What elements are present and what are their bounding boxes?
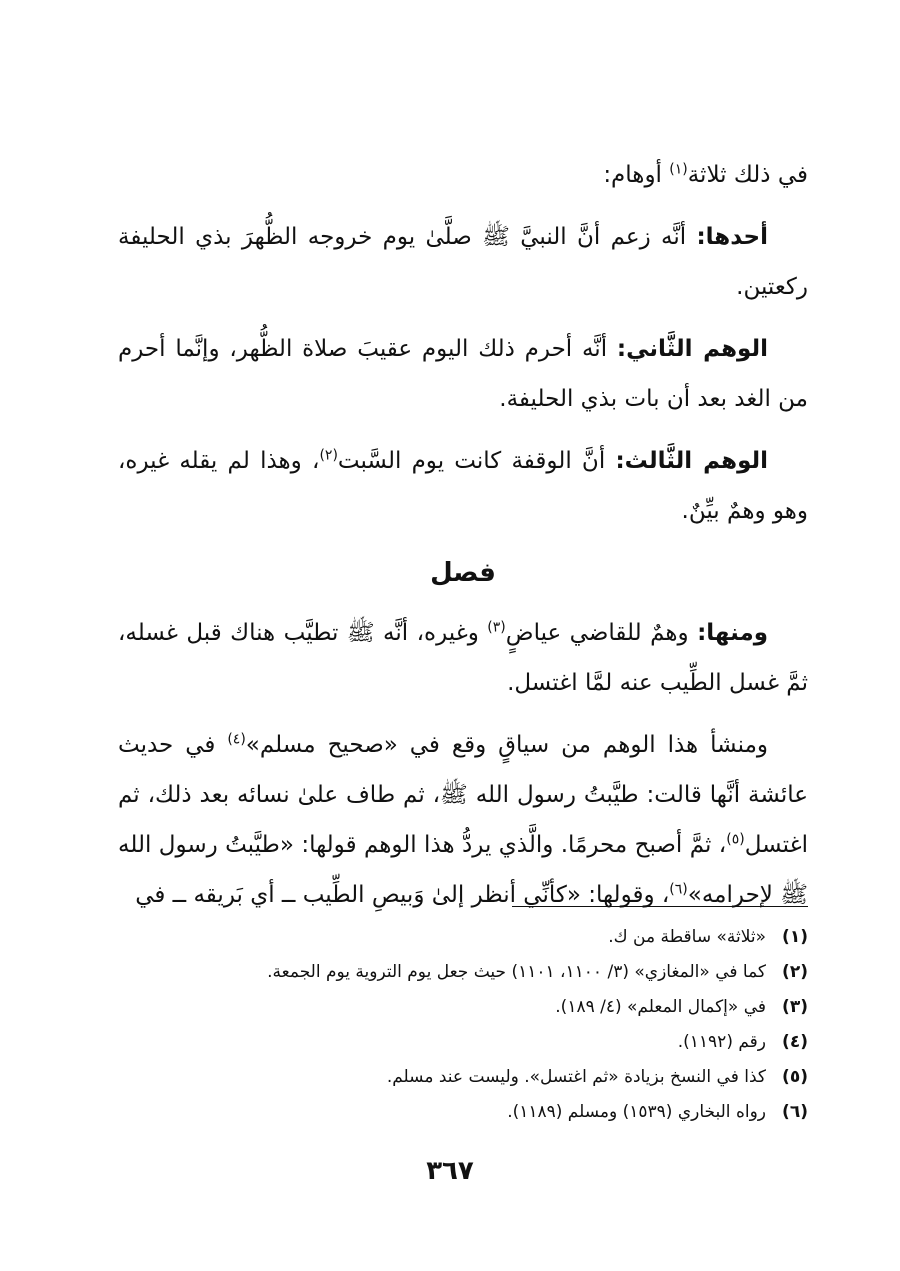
paragraph-qadi-iyad xyxy=(118,608,808,708)
paragraph-lead: أحدها: xyxy=(696,224,768,250)
footnote-item xyxy=(118,990,808,1025)
paragraph-text: في حديث عائشة أنَّها قالت: طيَّبتُ رسول الله ﷺ، ثم طاف علىٰ نسائه بعد ذلك، ثم اغتسل xyxy=(118,732,808,858)
paragraph-text: ، ثمَّ أصبح محرمًا. والَّذي يردُّ هذا الوهم قولها: «طيَّبتُ رسول الله ﷺ لإحرامه» xyxy=(118,832,808,908)
footnote-ref-6[interactable]: (٦) xyxy=(669,881,688,898)
footnote-number: (٥) xyxy=(782,1067,808,1087)
paragraph-text: أنَّه زعم أنَّ النبيَّ ﷺ صلَّىٰ يوم خروجه الظُّهرَ بذي الحليفة ركعتين. xyxy=(118,224,808,300)
footnote-number: (٦) xyxy=(782,1102,808,1122)
paragraph-origin-of-error xyxy=(118,720,808,920)
footnotes-list xyxy=(118,920,808,1130)
intro-paragraph xyxy=(118,150,808,200)
footnote-item xyxy=(118,1060,808,1095)
paragraph-text: ومنشأ هذا الوهم من سياقٍ وقع في «صحيح مسلم» xyxy=(245,732,768,758)
footnote-item xyxy=(118,1025,808,1060)
intro-text-end: أوهام: xyxy=(603,162,670,188)
footnote-ref-1[interactable]: (١) xyxy=(669,161,688,178)
footnote-item xyxy=(118,955,808,990)
footnote-ref-4[interactable]: (٤) xyxy=(227,731,246,748)
footnote-text: رواه البخاري (١٥٣٩) ومسلم (١١٨٩). xyxy=(507,1102,766,1122)
paragraph-text-end: ، وهذا لم يقله غيره، وهو وهمٌ بيِّنٌ. xyxy=(118,448,808,524)
footnote-text: كذا في النسخ بزيادة «ثم اغتسل». وليست عند مسلم. xyxy=(386,1067,766,1087)
footnote-divider xyxy=(512,906,808,907)
paragraph-second-error xyxy=(118,324,808,424)
paragraph-lead: ومنها: xyxy=(697,620,769,646)
footnote-ref-5[interactable]: (٥) xyxy=(726,831,745,848)
footnote-text: كما في «المغازي» (٣/ ١١٠٠، ١١٠١) حيث جعل يوم التروية يوم الجمعة. xyxy=(267,962,766,982)
footnote-text: في «إكمال المعلم» (٤/ ١٨٩). xyxy=(555,997,766,1017)
paragraph-third-error xyxy=(118,436,808,536)
paragraph-text: وهمٌ للقاضي عياضٍ xyxy=(505,620,698,646)
section-heading: فصل xyxy=(430,558,496,588)
footnote-item xyxy=(118,920,808,955)
footnote-text: «ثلاثة» ساقطة من ك. xyxy=(608,927,766,947)
paragraph-text: ، وقولها: «كأنِّي أنظر إلىٰ وَبيصِ الطِّيب ــ أي بَريقه ــ في xyxy=(135,882,670,908)
paragraph-lead: الوهم الثَّاني: xyxy=(616,336,768,362)
intro-text: في ذلك ثلاثة xyxy=(687,162,808,188)
footnote-number: (٣) xyxy=(782,997,808,1017)
paragraph-text: أنَّه أحرم ذلك اليوم عقيبَ صلاة الظُّهر، وإنَّما أحرم من الغد بعد أن بات بذي الحليفة. xyxy=(118,336,808,412)
footnote-number: (٤) xyxy=(782,1032,808,1052)
footnote-text: رقم (١١٩٢). xyxy=(677,1032,766,1052)
footnote-ref-3[interactable]: (٣) xyxy=(487,619,506,636)
footnote-ref-2[interactable]: (٢) xyxy=(319,447,338,464)
footnote-number: (٢) xyxy=(782,962,808,982)
footnote-item xyxy=(118,1095,808,1130)
paragraph-text: أنَّ الوقفة كانت يوم السَّبت xyxy=(337,448,616,474)
paragraph-lead: الوهم الثَّالث: xyxy=(615,448,769,474)
paragraph-first-error xyxy=(118,212,808,312)
footnote-number: (١) xyxy=(782,927,808,947)
paragraph-text-end: وغيره، أنَّه ﷺ تطيَّب هناك قبل غسله، ثمَّ غسل الطِّيب عنه لمَّا اغتسل. xyxy=(118,620,808,696)
main-text xyxy=(118,150,808,932)
page-number: ٣٦٧ xyxy=(426,1156,474,1186)
